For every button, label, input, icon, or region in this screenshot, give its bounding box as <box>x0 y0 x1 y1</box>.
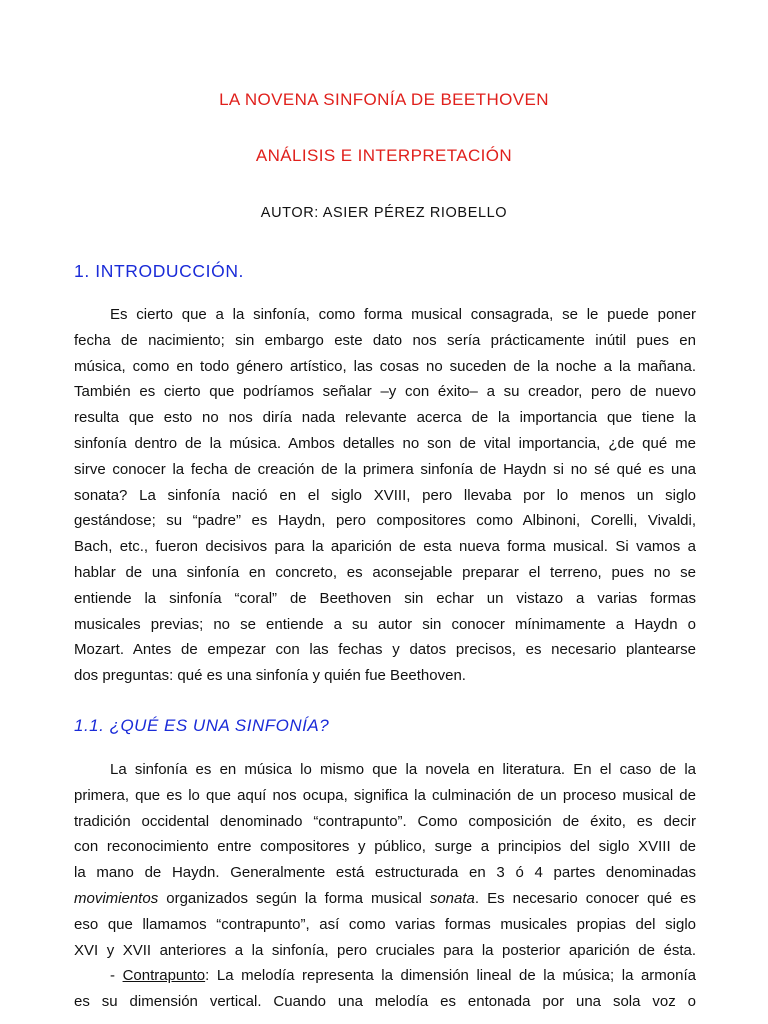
text-line: sinfonía dentro de la música. Ambos detalles no son de vital importancia, ¿de qué me <box>74 434 696 452</box>
text-line: con reconocimiento entre compositores y público, surge a principios del siglo XVIII de <box>74 838 696 856</box>
text-line: musicales previas; no se entiende a su autor sin conocer mínimamente a Haydn o <box>74 615 696 633</box>
text-line: Mozart. Antes de empezar con las fechas y datos precisos, es necesario plantearse <box>74 641 696 659</box>
text-line: Bach, etc., fueron decisivos para la aparición de esta nueva forma musical. Si vamos a <box>74 538 696 556</box>
text-line: dos preguntas: qué es una sinfonía y quién fue Beethoven. <box>74 667 466 685</box>
section-heading-introduccion: 1. INTRODUCCIÓN. <box>74 261 245 281</box>
document-author: AUTOR: ASIER PÉREZ RIOBELLO <box>260 205 508 221</box>
section-heading-que-es-sinfonia: 1.1. ¿QUÉ ES UNA SINFONÍA? <box>74 716 330 735</box>
italic-term-sonata: sonata <box>429 889 475 907</box>
text-line: es su dimensión vertical. Cuando una melodía es entonada por una sola voz o <box>74 993 696 1011</box>
text-line: Es cierto que a la sinfonía, como forma musical consagrada, se le puede poner <box>110 306 696 323</box>
text-fragment: organizados según la forma musical <box>158 889 430 907</box>
list-dash: - <box>110 967 123 985</box>
text-line: primera, que es lo que aquí nos ocupa, significa la culminación de un proceso musical de <box>74 786 696 804</box>
list-item-contrapunto <box>74 963 696 989</box>
term-contrapunto: Contrapunto <box>122 967 206 985</box>
text-fragment: : La melodía representa la dimensión lineal de la música; la armonía <box>205 967 696 985</box>
text-line: La sinfonía es en música lo mismo que la novela en literatura. En el caso de la <box>110 761 696 778</box>
text-line: gestándose; su “padre” es Haydn, pero compositores como Albinoni, Corelli, Vivaldi, <box>74 512 696 530</box>
text-line: resulta que esto no nos diría nada relevante acerca de la importancia que tiene la <box>74 409 696 427</box>
italic-term-movimientos: movimientos <box>74 889 159 907</box>
text-fragment: . Es necesario conocer qué es <box>474 889 696 907</box>
text-line: música, como en todo género artístico, las cosas no suceden de la noche a la mañana. <box>74 357 696 375</box>
text-line: XVI y XVII anteriores a la sinfonía, pero cruciales para la posterior aparición de ésta. <box>74 941 696 959</box>
text-line: tradición occidental denominado “contrapunto”. Como composición de éxito, es decir <box>74 812 696 830</box>
text-line: sirve conocer la fecha de creación de la primera sinfonía de Haydn si no sé qué es una <box>74 460 696 478</box>
section-introduccion-paragraph <box>74 302 696 689</box>
text-line: hablar de una sinfonía en concreto, es aconsejable preparar el terreno, pues no se <box>74 563 696 581</box>
document-title: LA NOVENA SINFONÍA DE BEETHOVEN <box>219 90 549 109</box>
text-line: la mano de Haydn. Generalmente está estructurada en 3 ó 4 partes denominadas <box>74 864 696 882</box>
text-line: fecha de nacimiento; sin embargo este dato nos sería prácticamente inútil pues en <box>74 331 696 349</box>
text-line: sonata? La sinfonía nació en el siglo XVIII, pero llevaba por lo menos un siglo <box>74 486 696 504</box>
document-subtitle: ANÁLISIS E INTERPRETACIÓN <box>255 146 513 165</box>
section-que-es-sinfonia-paragraph <box>74 757 696 1015</box>
text-line: eso que llamamos “contrapunto”, así como varias formas musicales propias del siglo <box>74 915 696 933</box>
text-line <box>74 886 696 912</box>
text-line: También es cierto que podríamos señalar –y con éxito– a su creador, pero de nuevo <box>74 383 696 401</box>
text-line: entiende la sinfonía “coral” de Beethoven sin echar un vistazo a varias formas <box>74 589 696 607</box>
